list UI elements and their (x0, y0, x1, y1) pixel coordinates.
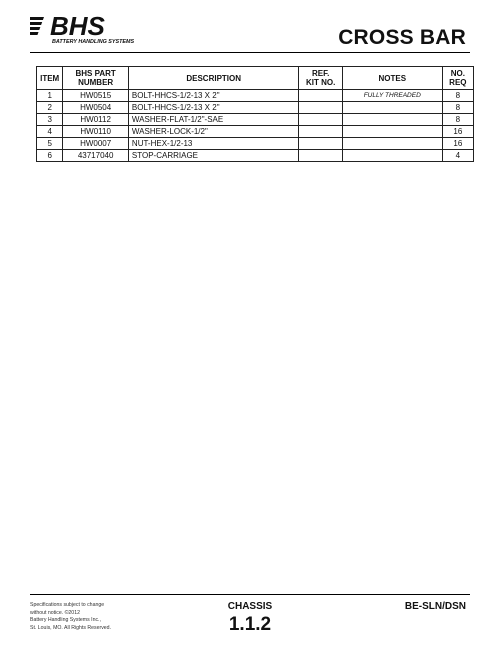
cell-ref-kit (299, 114, 342, 126)
col-header-item: ITEM (37, 67, 63, 90)
cell-item: 4 (37, 126, 63, 138)
table-row (37, 138, 474, 150)
disclaimer-line: St. Louis, MO. All Rights Reserved. (30, 624, 112, 631)
footer-section-name: CHASSIS (227, 601, 273, 612)
cell-notes (342, 114, 442, 126)
cell-part-number: HW0112 (63, 114, 129, 126)
cell-notes (342, 102, 442, 114)
col-header-notes: NOTES (342, 67, 442, 90)
cell-notes: FULLY THREADED (342, 90, 442, 102)
cell-notes (342, 126, 442, 138)
cell-ref-kit (299, 126, 342, 138)
cell-ref-kit (299, 102, 342, 114)
disclaimer-line: Specifications subject to change (30, 602, 105, 608)
table-row (37, 90, 474, 102)
cell-description: BOLT-HHCS-1/2-13 X 2" (128, 90, 299, 102)
header-divider (30, 52, 470, 53)
cell-qty: 8 (442, 90, 473, 102)
table-row (37, 126, 474, 138)
cell-item: 2 (37, 102, 63, 114)
col-header-description: DESCRIPTION (128, 67, 299, 90)
footer-disclaimer (30, 602, 111, 632)
footer-section-number: 1.1.2 (228, 614, 272, 635)
cell-qty: 16 (442, 126, 473, 138)
cell-part-number: HW0515 (63, 90, 129, 102)
cell-notes (342, 150, 442, 162)
cell-ref-kit (299, 90, 342, 102)
cell-qty: 8 (442, 102, 473, 114)
cell-part-number: 43717040 (63, 150, 129, 162)
col-header-ref-kit: REF. KIT NO. (299, 67, 342, 90)
cell-item: 1 (37, 90, 63, 102)
logo-brand-text: BHS (50, 11, 105, 41)
cell-qty: 16 (442, 138, 473, 150)
bhs-logo (30, 6, 150, 46)
cell-description: NUT-HEX-1/2-13 (128, 138, 299, 150)
cell-description: WASHER-LOCK-1/2" (128, 126, 299, 138)
logo-tagline-text: BATTERY HANDLING SYSTEMS (52, 39, 135, 45)
footer-model: BE-SLN/DSN (404, 601, 466, 612)
cell-qty: 8 (442, 114, 473, 126)
table-row (37, 150, 474, 162)
cell-notes (342, 138, 442, 150)
disclaimer-line: Battery Handling Systems Inc., (30, 617, 101, 623)
table-row (37, 114, 474, 126)
cell-part-number: HW0007 (63, 138, 129, 150)
disclaimer-line: without notice. ©2012 (30, 609, 80, 616)
parts-table (36, 66, 474, 162)
footer-divider (30, 594, 470, 595)
cell-item: 3 (37, 114, 63, 126)
page-title: CROSS BAR (338, 26, 466, 49)
cell-part-number: HW0504 (63, 102, 129, 114)
cell-qty: 4 (442, 150, 473, 162)
cell-description: BOLT-HHCS-1/2-13 X 2" (128, 102, 299, 114)
bhs-logo-mark (30, 6, 150, 46)
cell-ref-kit (299, 150, 342, 162)
cell-description: STOP-CARRIAGE (128, 150, 299, 162)
table-row (37, 102, 474, 114)
table-header-row (37, 67, 474, 90)
cell-part-number: HW0110 (63, 126, 129, 138)
col-header-part-number: BHS PART NUMBER (63, 67, 129, 90)
cell-item: 6 (37, 150, 63, 162)
cell-description: WASHER-FLAT-1/2"-SAE (128, 114, 299, 126)
col-header-qty: NO. REQ (442, 67, 473, 90)
cell-item: 5 (37, 138, 63, 150)
cell-ref-kit (299, 138, 342, 150)
